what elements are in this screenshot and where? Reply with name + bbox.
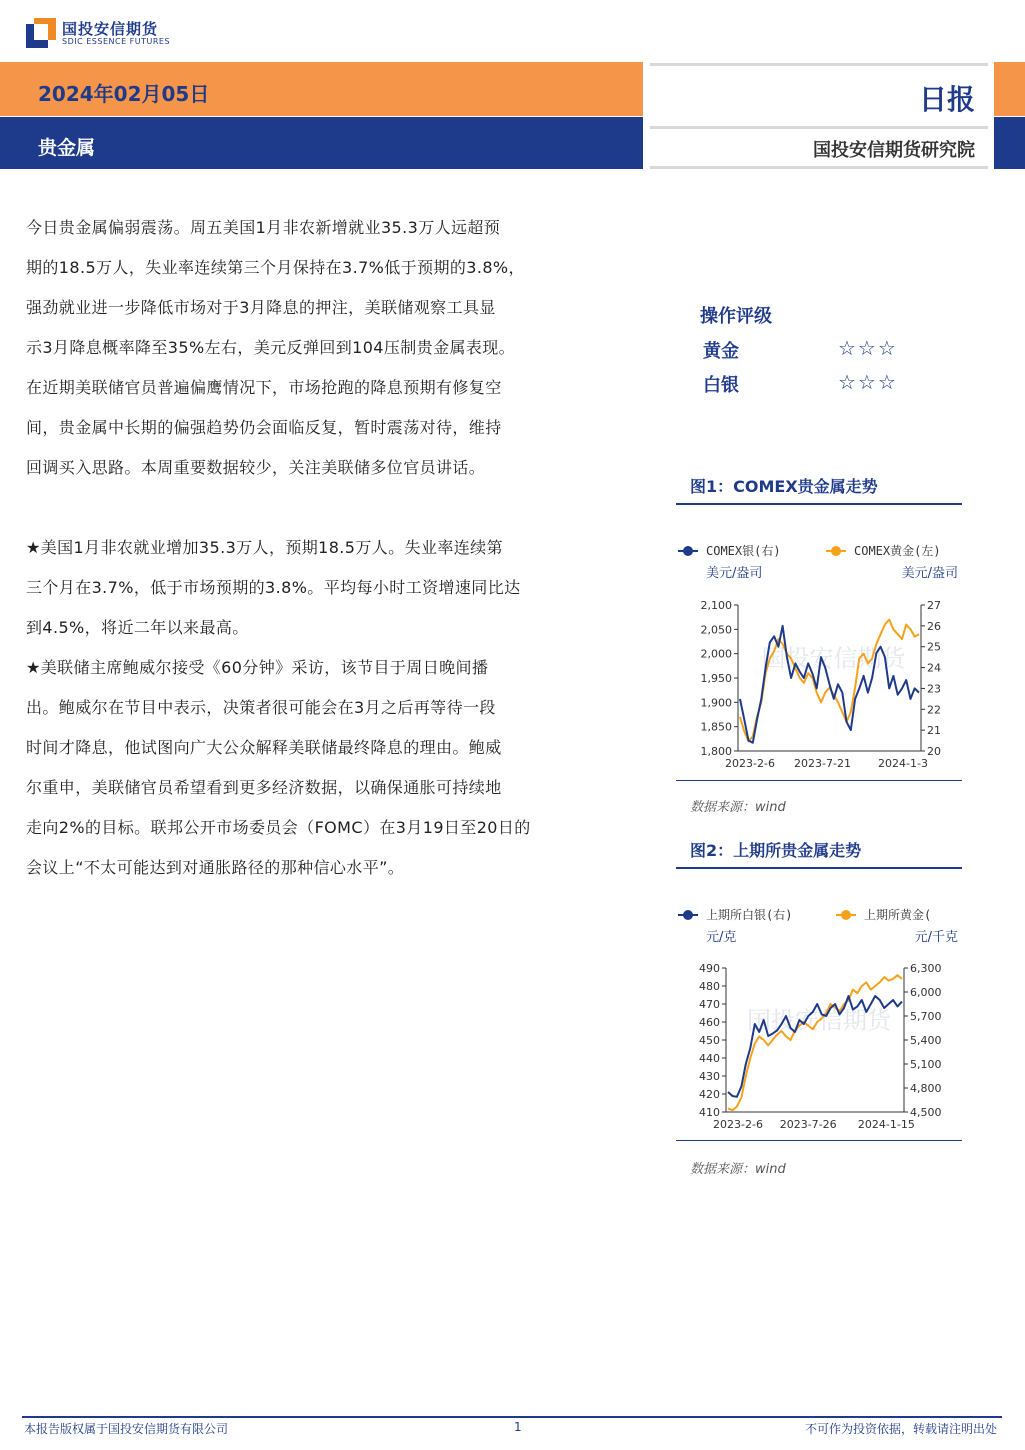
figure-1-source: 数据来源：wind [690, 800, 786, 815]
page-number: 1 [514, 1420, 522, 1434]
summary-paragraph [26, 208, 611, 488]
legend-marker-silver [683, 546, 693, 556]
institute-name: 国投安信期货研究院 [813, 140, 975, 161]
text-line: 走向2%的目标。联邦公开市场委员会（FOMC）在3月19日至20日的 [26, 818, 531, 837]
report-sector: 贵金属 [38, 137, 96, 159]
right-tick-label: 6,000 [910, 986, 942, 999]
header-divider [650, 166, 988, 169]
legend-label: COMEX黄金(左) [854, 544, 941, 558]
legend-label: COMEX银(右) [706, 544, 781, 558]
text-line: 回调买入思路。本周重要数据较少，关注美联储多位官员讲话。 [26, 458, 486, 477]
text-line: 出。鲍威尔在节目中表示，决策者很可能会在3月之后再等待一段 [26, 698, 496, 717]
left-tick-label: 410 [699, 1106, 720, 1119]
right-tick-label: 21 [927, 724, 941, 738]
figure-2-source: 数据来源：wind [690, 1162, 786, 1177]
header-divider [650, 63, 988, 66]
figure-2-bottom-rule [676, 1140, 962, 1141]
left-tick-label: 420 [699, 1088, 720, 1101]
text-line: 会议上“不太可能达到对通胀路径的那种信心水平”。 [26, 858, 405, 877]
figure-1-title: 图1：COMEX贵金属走势 [690, 477, 878, 496]
news-paragraph-nfp [26, 528, 611, 648]
logo-name-cn: 国投安信期货 [62, 19, 159, 38]
x-tick-label: 2024-1-15 [857, 1118, 915, 1131]
figure-2-rule [676, 867, 962, 869]
right-tick-label: 27 [927, 599, 941, 612]
left-tick-label: 2,100 [700, 599, 732, 612]
shfe-chart [676, 894, 966, 1140]
text-line: 示3月降息概率降至35%左右，美元反弹回到104压制贵金属表现。 [26, 338, 516, 357]
footer-disclaimer: 不可作为投资依据，转载请注明出处 [804, 1422, 997, 1436]
figure-1-rule [676, 503, 962, 505]
header-corner-orange [994, 62, 1025, 116]
text-line: 三个月在3.7%，低于市场预期的3.8%。平均每小时工资增速同比达 [26, 578, 521, 597]
left-tick-label: 1,900 [700, 696, 732, 710]
x-tick-label: 2023-7-21 [794, 757, 851, 770]
left-tick-label: 440 [699, 1052, 720, 1065]
rating-silver-stars: ☆☆☆ [838, 370, 898, 394]
rating-silver-label: 白银 [703, 375, 739, 396]
text-line: 期的18.5万人，失业率连续第三个月保持在3.7%低于预期的3.8%， [26, 258, 525, 277]
text-line: 在近期美联储官员普遍偏鹰情况下，市场抢跑的降息预期有修复空 [26, 378, 502, 397]
left-axis-unit: 美元/盎司 [706, 566, 763, 581]
text-line: 尔重申，美联储官员希望看到更多经济数据，以确保通胀可持续地 [26, 778, 502, 797]
left-tick-label: 1,800 [700, 745, 732, 758]
left-tick-label: 480 [699, 980, 720, 993]
right-tick-label: 4,500 [910, 1106, 942, 1119]
x-tick-label: 2023-7-26 [779, 1118, 837, 1131]
news-paragraph-powell [26, 648, 611, 888]
right-axis-unit: 元/千克 [914, 930, 958, 945]
left-tick-label: 470 [699, 998, 720, 1011]
right-tick-label: 23 [927, 682, 941, 696]
right-tick-label: 20 [927, 745, 941, 758]
right-tick-label: 26 [927, 619, 941, 633]
right-tick-label: 5,100 [910, 1058, 942, 1071]
header-band-blue [0, 117, 643, 169]
legend-label: 上期所白银(右) [706, 908, 793, 922]
footer-rule [22, 1416, 1002, 1418]
right-tick-label: 5,700 [910, 1010, 942, 1023]
right-tick-label: 22 [927, 703, 941, 717]
x-tick-label: 2024-1-3 [878, 757, 928, 770]
x-tick-label: 2023-2-6 [713, 1118, 763, 1131]
text-line: 时间才降息，他试图向广大公众解释美联储最终降息的理由。鲍威 [26, 738, 502, 757]
logo-name-en: SDIC ESSENCE FUTURES [62, 36, 171, 46]
watermark: 国投安信期货 [747, 1006, 891, 1035]
logo-mark-icon [26, 18, 56, 48]
footer-copyright: 本报告版权属于国投安信期货有限公司 [24, 1422, 229, 1436]
text-line: 间，贵金属中长期的偏强趋势仍会面临反复，暂时震荡对待，维持 [26, 418, 502, 437]
left-tick-label: 460 [699, 1016, 720, 1029]
text-line: 今日贵金属偏弱震荡。周五美国1月非农新增就业35.3万人远超预 [26, 218, 501, 237]
header-divider [650, 126, 988, 129]
x-tick-label: 2023-2-6 [725, 757, 775, 770]
right-tick-label: 25 [927, 640, 941, 654]
left-tick-label: 450 [699, 1034, 720, 1047]
report-date: 2024年02月05日 [38, 82, 210, 106]
left-axis-unit: 元/克 [706, 930, 737, 945]
figure-1-bottom-rule [676, 780, 962, 781]
right-tick-label: 6,300 [910, 962, 942, 975]
rating-title: 操作评级 [700, 306, 772, 327]
left-tick-label: 2,000 [700, 647, 732, 661]
right-axis-unit: 美元/盎司 [901, 566, 958, 581]
text-line: ★美国1月非农就业增加35.3万人，预期18.5万人。失业率连续第 [26, 538, 503, 557]
left-tick-label: 2,050 [700, 623, 732, 637]
text-line: ★美联储主席鲍威尔接受《60分钟》采访，该节目于周日晚间播 [26, 658, 489, 677]
watermark: 国投安信期货 [761, 644, 906, 673]
rating-gold-label: 黄金 [703, 341, 739, 362]
text-line: 强劲就业进一步降低市场对于3月降息的押注，美联储观察工具显 [26, 298, 496, 317]
left-tick-label: 1,950 [700, 672, 732, 685]
left-tick-label: 430 [699, 1070, 720, 1083]
left-tick-label: 1,850 [700, 720, 732, 734]
legend-marker-gold [831, 546, 841, 556]
text-line: 到4.5%，将近二年以来最高。 [26, 618, 249, 637]
company-logo [26, 18, 170, 48]
comex-chart [676, 530, 966, 778]
header-corner-blue [994, 117, 1025, 169]
right-tick-label: 5,400 [910, 1034, 942, 1047]
figure-2-title: 图2：上期所贵金属走势 [690, 841, 862, 860]
legend-label: 上期所黄金( [864, 908, 932, 922]
right-tick-label: 24 [927, 661, 941, 675]
rating-gold-stars: ☆☆☆ [838, 336, 898, 360]
left-tick-label: 490 [699, 962, 720, 975]
legend-marker-gold [841, 910, 851, 920]
legend-marker-silver [683, 910, 693, 920]
report-type: 日报 [918, 83, 975, 116]
right-tick-label: 4,800 [910, 1082, 942, 1095]
